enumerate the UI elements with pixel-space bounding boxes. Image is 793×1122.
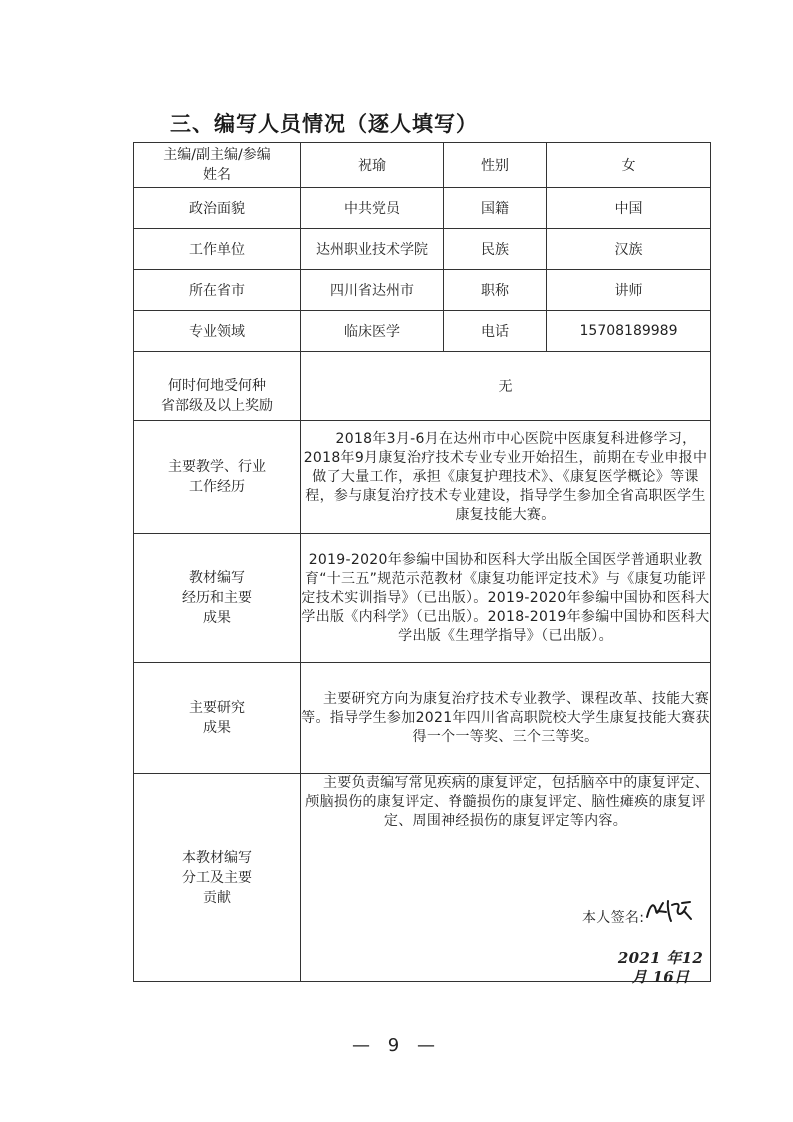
table-row (134, 774, 711, 982)
table-row (134, 188, 711, 229)
contribution-paragraph: 主要负责编写常见疾病的康复评定，包括脑卒中的康复评定、颅脑损伤的康复评定、脊髓损伤的康复评定、脑性瘫痪的康复评定、周围神经损伤的康复评定等内容。 (305, 775, 710, 829)
title-value: 讲师 (547, 270, 711, 311)
table-row (134, 663, 711, 774)
experience-label-line-1: 主要教学、行业 (168, 459, 266, 475)
location-label: 所在省市 (134, 270, 301, 311)
experience-text (301, 421, 711, 534)
signature-label: 本人签名: (582, 910, 645, 926)
contribution-label-line-1: 本教材编写 (182, 849, 252, 866)
contribution-label (134, 774, 301, 982)
name-label-line-1: 主编/副主编/参编 (163, 147, 271, 163)
field-label: 专业领域 (134, 311, 301, 352)
contribution-label-line-2: 分工及主要 (182, 869, 252, 886)
table-row (134, 352, 711, 421)
handwritten-signature (644, 897, 694, 931)
ethnicity-label: 民族 (444, 229, 547, 270)
table-row (134, 534, 711, 663)
experience-label (134, 421, 301, 534)
name-value: 祝瑜 (301, 143, 444, 188)
nationality-value: 中国 (547, 188, 711, 229)
field-value: 临床医学 (301, 311, 444, 352)
contribution-label-line-3: 贡献 (203, 889, 231, 906)
awards-value: 无 (301, 352, 711, 421)
signature-scribble-icon (644, 897, 694, 925)
table-row (134, 311, 711, 352)
contribution-text (301, 774, 711, 986)
experience-label-line-2: 工作经历 (189, 479, 245, 495)
signature-date: 2021 年12 月 16日 (617, 949, 704, 986)
experience-paragraph: 2018年3月-6月在达州市中心医院中医康复科进修学习，2018年9月康复治疗技术专业专业开始招生，前期在专业申报中做了大量工作，承担《康复护理技术》、《康复医学概论》等课程，参与康复治疗技术专业建设，指导学生参加全省高职医学生康复技能大赛。 (303, 430, 708, 523)
name-label-line-2: 姓名 (203, 167, 231, 183)
textbook-label-line-1: 教材编写 (189, 570, 245, 586)
phone-label: 电话 (444, 311, 547, 352)
page-number: — 9 — (352, 1035, 441, 1056)
signature-area (301, 831, 710, 986)
textbook-label-line-3: 成果 (203, 610, 231, 626)
section-title: 三、编写人员情况（逐人填写） (170, 112, 478, 136)
textbook-label-line-2: 经历和主要 (182, 590, 252, 606)
awards-label (134, 352, 301, 421)
awards-label-line-2: 省部级及以上奖励 (161, 398, 273, 414)
location-value: 四川省达州市 (301, 270, 444, 311)
textbook-paragraph: 2019-2020年参编中国协和医科大学出版全国医学普通职业教育“十三五”规范示范教材《康复功能评定技术》与《康复功能评定技术实训指导》（已出版）。2019-2020年参编中国协和医科大学出版《内科学》（已出版）。2018-2019年参编中国协和医科大学出版《生理学指导》（已出版）。 (301, 551, 710, 644)
title-label: 职称 (444, 270, 547, 311)
politics-label: 政治面貌 (134, 188, 301, 229)
research-label (134, 663, 301, 774)
textbook-label (134, 534, 301, 663)
employer-value: 达州职业技术学院 (301, 229, 444, 270)
research-paragraph: 主要研究方向为康复治疗技术专业教学、课程改革、技能大赛等。指导学生参加2021年四川省高职院校大学生康复技能大赛获得一个一等奖、三个三等奖。 (301, 690, 710, 745)
research-label-line-2: 成果 (203, 720, 231, 736)
table-row (134, 270, 711, 311)
gender-value: 女 (547, 143, 711, 188)
phone-value: 15708189989 (547, 311, 711, 352)
ethnicity-value: 汉族 (547, 229, 711, 270)
gender-label: 性别 (444, 143, 547, 188)
table-row (134, 143, 711, 188)
research-text (301, 663, 711, 774)
employer-label: 工作单位 (134, 229, 301, 270)
author-info-table (133, 142, 711, 986)
politics-value: 中共党员 (301, 188, 444, 229)
nationality-label: 国籍 (444, 188, 547, 229)
awards-label-line-1: 何时何地受何种 (168, 378, 266, 394)
textbook-text (301, 534, 711, 663)
table-row (134, 421, 711, 534)
table-row (134, 229, 711, 270)
research-label-line-1: 主要研究 (189, 700, 245, 716)
name-label (134, 143, 301, 188)
